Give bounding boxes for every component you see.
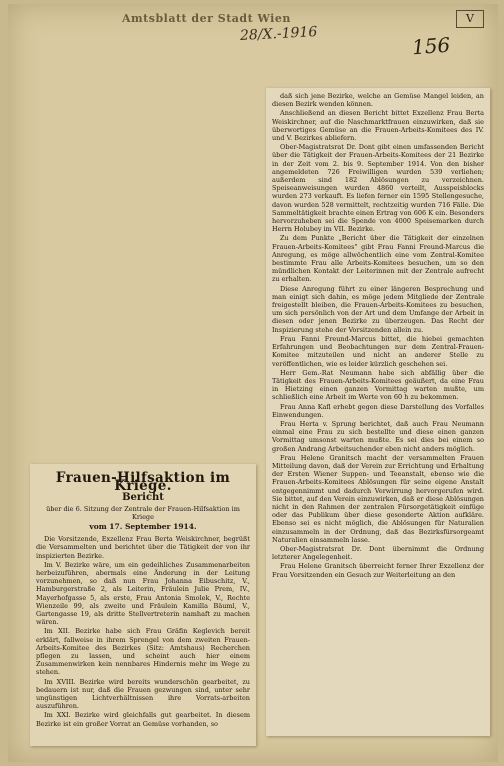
handwritten-page-number: 156 <box>411 32 451 60</box>
page-header: Amtsblatt der Stadt Wien <box>122 12 291 25</box>
right-paragraph: Frau Fanni Freund-Marcus bittet, die hiebei gemachten Erfahrungen und Beobachtungen nur dem Zentral-Frauen-Komitee mitzuteilen und nicht an anderer Stelle zu veröffentlichen, wie es leider kürzlich geschehen sei. <box>272 334 484 368</box>
right-paragraph: Zu dem Punkte „Bericht über die Tätigkeit der einzelnen Frauen-Arbeits-Komitees" gibt Frau Fanni Freund-Marcus die Anregung, es möge allwöchentlich eine vom Zentral-Komitee bestimmte Frau alle Arbeits-Komitees besuchen, um so den mündlichen Kontakt der Leiterinnen mit der Zentrale aufrecht zu erhalten. <box>272 234 484 284</box>
handwritten-date: 28/X.-1916 <box>239 23 318 45</box>
right-paragraph: Diese Anregung führt zu einer längeren Besprechung und man einigt sich dahin, es möge jedem Mitgliede der Zentrale freigestellt bleiben, die Frauen-Arbeits-Komitees zu besuchen, um sich persönlich von der Art und dem Umfange der Arbeit in diesen oder jenen Bezirke zu überzeugen. Das Recht der Inspizierung stehe der Vorsitzenden allein zu. <box>272 284 484 334</box>
article-headline: Frauen-Hilfsaktion im Kriege. <box>55 470 231 495</box>
right-paragraph: Anschließend an diesen Bericht bittet Exzellenz Frau Berta Weiskirchner, auf die Naschmarktfrauen einzuwirken, daß sie überwortiges Gemüse an die Frauen-Arbeits-Komitees des IV. und V. Bezirkes abliefern. <box>272 109 484 143</box>
right-paragraph: Herr Gem.-Rat Neumann habe sich abfällig über die Tätigkeit des Frauen-Arbeits-Komitees geäußert, da eine Frau in Hietzing einen ganzen Vormittag warten mußte, um schließlich eine Arbeit im Werte von 60 h zu bekommen. <box>272 368 484 402</box>
right-paragraph: Frau Helene Granitsch überreicht ferner Ihrer Exzellenz der Frau Vorsitzenden ein Gesuch zur Weiterleitung an den <box>272 562 484 579</box>
left-paragraph: Im V. Bezirke wäre, um ein gedeihliches Zusammenarbeiten herbeizuführen, abermals eine Änderung in der Leitung vorzunehmen, so daß nun Frau Johanna Eibuschitz, V., Hamburgerstraße 2, als Leiterin, Fräulein Julie Prem, IV., Mayerhofgasse 5, als erste, Frau Antonia Smolek, V., Rechte Wienzeile 99, als zweite und Fräulein Kamilla Bäuml, V., Gartengasse 19, als dritte Stellvertreterin namhaft zu machen wären. <box>36 560 250 627</box>
left-paragraph: Im XII. Bezirke habe sich Frau Gräfin Keglevich bereit erklärt, fallweise in ihrem Sprengel von dem zweiten Frauen-Arbeits-Komitee des Bezirkes (Sitz: Amtshaus) Recherchen pflegen zu lassen, und scheint auch hier einem Zusammenwirken kein nennbares Hindernis mehr im Wege zu stehen. <box>36 627 250 677</box>
left-paragraph: Im XVIII. Bezirke wird bereits wunderschön gearbeitet, zu bedauern ist nur, daß die Frauen gezwungen sind, unter sehr ungünstigen Lichtverhältnissen ihre Vorrats-arbeiten auszuführen. <box>36 677 250 711</box>
right-paragraph: daß sich jene Bezirke, welche an Gemüse Mangel leiden, an diesen Bezirk wenden können. <box>272 92 484 109</box>
left-newspaper-clipping <box>30 464 256 746</box>
right-paragraph: Ober-Magistratsrat Dr. Dont gibt einen umfassenden Bericht über die Tätigkeit der Frauen-Arbeits-Komitees der 21 Bezirke in der Zeit vom 2. bis 9. September 1914. Von den bisher angemeldeten 726 Freiwilligen wurden 539 verliehen; außerdem sind 182 Ablösungen zu verzeichnen. Speiseanweisungen wurden 4860 verteilt, Ausspeisblocks wurden 273 verkauft. Es liefen ferner ein 1595 Stellengesuche, davon wurden 528 vermittelt, rechtzeitig wurden 716 Fälle. Die Sammeltätigkeit brachte einen Ertrag von 606 K ein. Besonders hervorzuheben sei die Spende von 4000 Speisemarken durch Herrn Holubey im VII. Bezirke. <box>272 143 484 234</box>
right-paragraph: Frau Helene Granitsch macht der versammelten Frauen Mitteilung davon, daß der Verein zur Errichtung und Erhaltung der Ersten Wiener Suppen- und Teeanstalt, ebenso wie die Frauen-Arbeits-Komitees Ablösungen für seine eigene Anstalt entgegennimmt und dadurch Verwirrung hervorgerufen wird. Sie bittet, auf den Verein einzuwirken, daß er diese Ablösungen nicht in den Rahmen der zentralen Fürsorgetätigkeit einfüge oder das Publikum über diese gesonderte Aktion aufkläre. Ebenso sei es nicht möglich, die Ablösungen für Naturalien einzusammeln in der Ordnung, daß das Bezirksfürsorgeamt Naturalien einsammeln lasse. <box>272 453 484 544</box>
article-subhead: Bericht <box>122 492 164 504</box>
left-paragraph: Die Vorsitzende, Exzellenz Frau Berta Weiskirchner, begrüßt die Versammelten und berichtet über die Tätigkeit der von ihr inspizierten Bezirke. <box>36 535 250 560</box>
left-paragraph: Im XXI. Bezirke wird gleichfalls gut gearbeitet. In diesem Bezirke ist ein großer Vorrat an Gemüse vorhanden, so <box>36 711 250 728</box>
roman-numeral-tag: V <box>456 10 484 28</box>
article-dateline: vom 17. September 1914. <box>89 522 197 532</box>
article-intro: über die 6. Sitzung der Zentrale der Frauen-Hilfsaktion im Kriege <box>46 504 240 521</box>
right-newspaper-clipping <box>266 88 490 736</box>
right-paragraph: Ober-Magistratsrat Dr. Dont übernimmt die Ordnung letzterer Angelegenheit. <box>272 544 484 562</box>
right-paragraph: Frau Anna Kafl erhebt gegen diese Darstellung des Vorfalles Einwendungen. <box>272 402 484 419</box>
right-paragraph: Frau Herta v. Sprung berichtet, daß auch Frau Neumann einmal eine Frau zu sich bestellte und diese einen ganzen Vormittag umsonst warten mußte. Es sei dies bei einem so großen Andrang Arbeitsuchender eben nicht anders möglich. <box>272 419 484 453</box>
